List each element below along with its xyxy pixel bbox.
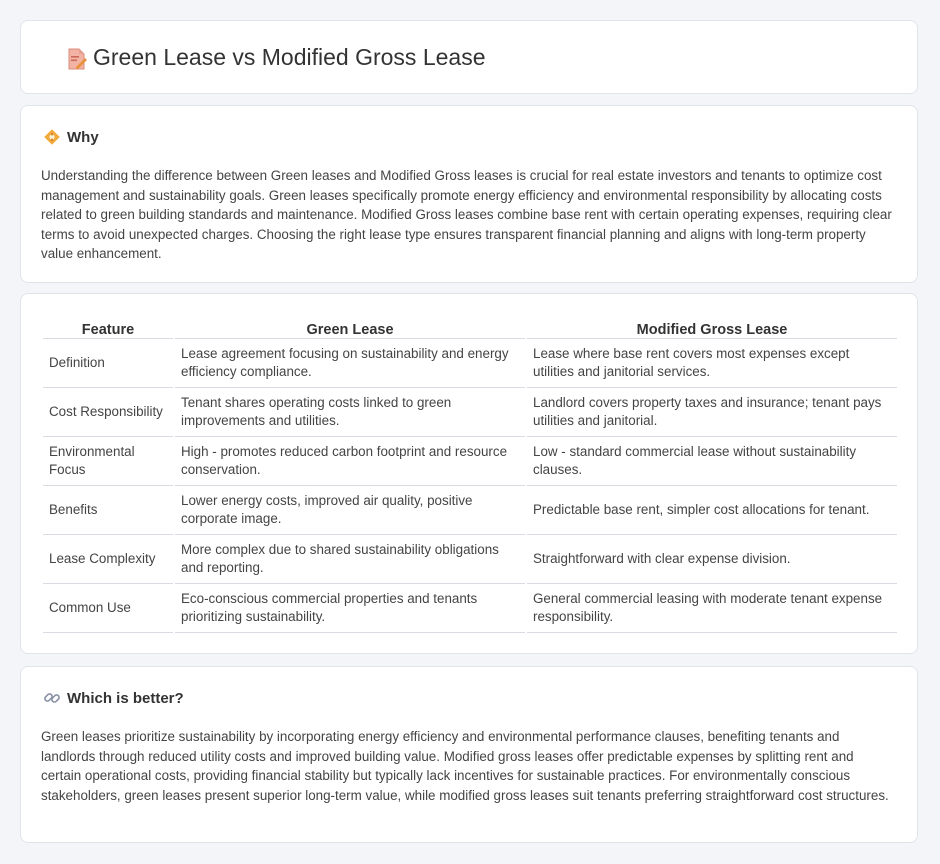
feature-cell: Common Use [43,584,173,633]
comparison-section [20,293,918,654]
table-row [43,339,897,388]
modified-gross-cell: Lease where base rent covers most expenses except utilities and janitorial services. [527,339,897,388]
modified-gross-cell: Predictable base rent, simpler cost allocations for tenant. [527,486,897,535]
feature-cell: Definition [43,339,173,388]
column-header-modified-gross-lease: Modified Gross Lease [527,314,897,339]
modified-gross-cell: Straightforward with clear expense division. [527,535,897,584]
why-title: Why [67,128,99,146]
table-row [43,388,897,437]
feature-cell: Lease Complexity [43,535,173,584]
green-lease-cell: High - promotes reduced carbon footprint and resource conservation. [175,437,525,486]
table-row [43,584,897,633]
table-header-row [43,314,897,339]
better-title: Which is better? [67,689,184,707]
document-pen-icon [65,47,89,71]
which-is-better-section [20,666,918,843]
feature-cell: Cost Responsibility [43,388,173,437]
comparison-table [41,314,899,633]
better-text: Green leases prioritize sustainability by incorporating energy efficiency and environmental performance clauses, benefiting tenants and landlords through reduced utility costs and improved building value. Modified gross leases offer predictable expenses by splitting rent and certain operational costs, providing financial stability but typically lack incentives for sustainable practices. For environmentally conscious stakeholders, green leases present superior long-term value, while modified gross leases suit tenants preferring straightforward cost structures. [41,729,889,803]
why-text: Understanding the difference between Green leases and Modified Gross leases is crucial for real estate investors and tenants to optimize cost management and sustainability goals. Green leases specifically promote energy efficiency and environmental responsibility by allocating costs related to green building standards and maintenance. Modified Gross leases combine base rent with certain operating expenses, requiring clear terms to avoid unexpected charges. Choosing the right lease type ensures transparent financial planning and aligns with long-term property value enhancement. [41,168,892,262]
column-header-feature: Feature [43,314,173,339]
modified-gross-cell: Landlord covers property taxes and insurance; tenant pays utilities and janitorial. [527,388,897,437]
feature-cell: Benefits [43,486,173,535]
better-heading [43,689,184,707]
green-lease-cell: Eco-conscious commercial properties and tenants prioritizing sustainability. [175,584,525,633]
table-row [43,437,897,486]
modified-gross-cell: General commercial leasing with moderate tenant expense responsibility. [527,584,897,633]
table-row [43,535,897,584]
column-header-green-lease: Green Lease [175,314,525,339]
green-lease-cell: Lower energy costs, improved air quality, positive corporate image. [175,486,525,535]
sparkle-diamond-icon [43,128,61,146]
feature-cell: Environmental Focus [43,437,173,486]
green-lease-cell: Tenant shares operating costs linked to green improvements and utilities. [175,388,525,437]
link-icon [43,689,61,707]
modified-gross-cell: Low - standard commercial lease without sustainability clauses. [527,437,897,486]
green-lease-cell: More complex due to shared sustainability obligations and reporting. [175,535,525,584]
green-lease-cell: Lease agreement focusing on sustainability and energy efficiency compliance. [175,339,525,388]
why-heading [43,128,99,146]
why-section [20,105,918,283]
page-title: Green Lease vs Modified Gross Lease [93,44,486,70]
header-card [20,20,918,94]
table-row [43,486,897,535]
